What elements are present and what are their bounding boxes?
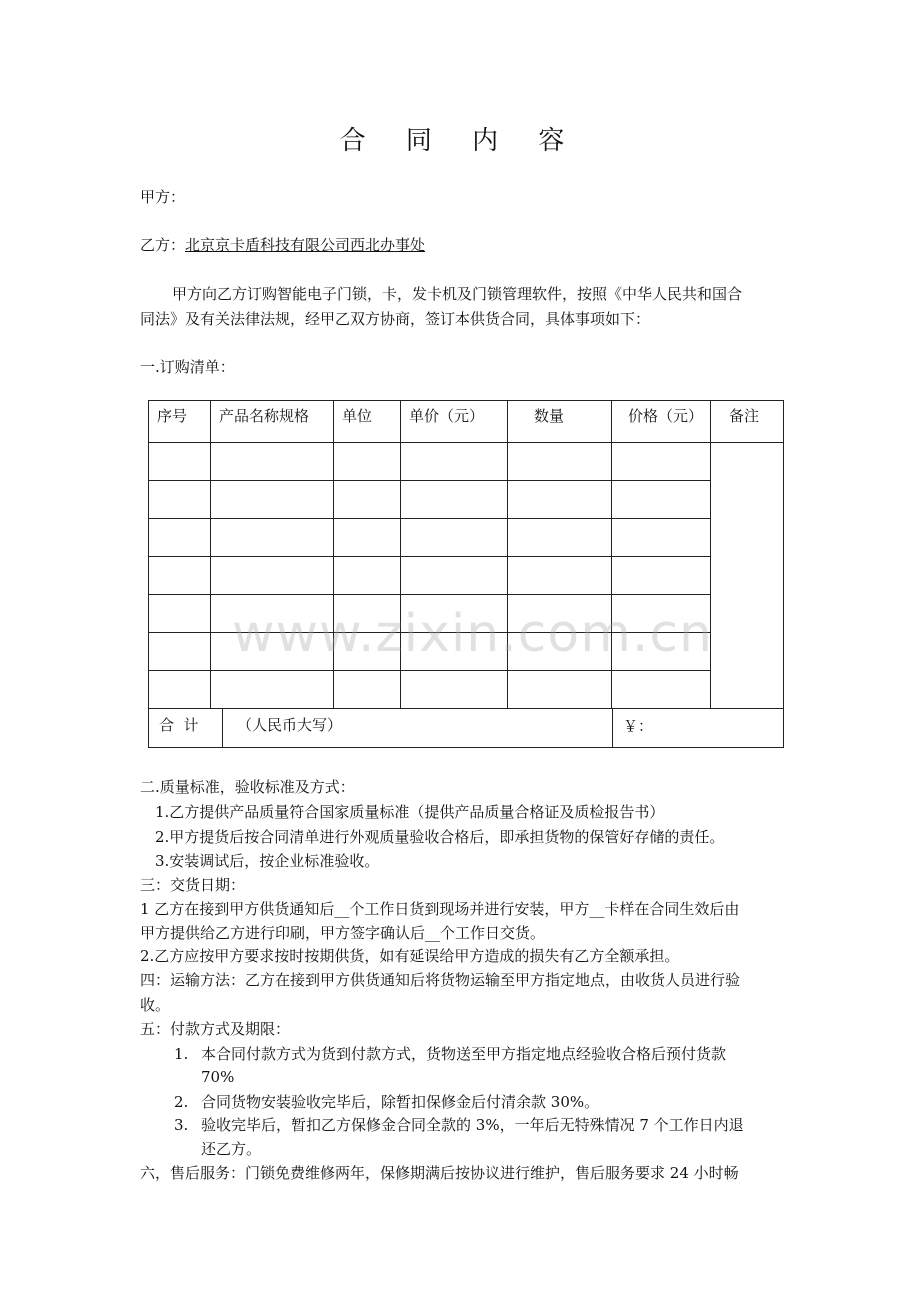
payment-item-number: 3. (174, 1116, 189, 1134)
section-2-item-3: 3.安装调试后，按企业标准验收。 (155, 852, 380, 870)
header-cell: 产品名称规格 (211, 401, 334, 443)
table-row (149, 557, 784, 595)
document-title: 合 同 内 容 (339, 126, 581, 156)
section-4-line-1: 四：运输方法：乙方在接到甲方供货通知后将货物运输至甲方指定地点，由收货人员进行验 (140, 971, 741, 989)
header-cell: 单位 (334, 401, 401, 443)
header-cell: 序号 (149, 401, 211, 443)
party-b (140, 235, 425, 255)
party-b-name: 北京京卡盾科技有限公司西北办事处 (185, 236, 426, 254)
table-total-row (149, 709, 784, 748)
table-row (149, 481, 784, 519)
section-4-line-2: 收。 (140, 996, 171, 1014)
header-cell: 数量 (508, 401, 612, 443)
intro-line-1: 甲方向乙方订购智能电子门锁，卡，发卡机及门锁管理软件，按照《中华人民共和国合 (172, 285, 743, 303)
party-b-label: 乙方： (140, 236, 186, 254)
section-2-heading: 二.质量标准，验收标准及方式： (140, 778, 355, 796)
watermark: www.zixin.com.cn (232, 604, 713, 664)
payment-item-text: 本合同付款方式为货到付款方式，货物送至甲方指定地点经验收合格后预付货款 (201, 1045, 727, 1063)
table-row (149, 519, 784, 557)
section-3-item-1b: 甲方提供给乙方进行印刷，甲方签字确认后__个工作日交货。 (140, 924, 546, 942)
total-label: 合 计 (159, 716, 199, 734)
payment-item-text: 还乙方。 (201, 1140, 262, 1158)
payment-item-text: 70% (201, 1068, 235, 1086)
remark-cell (711, 443, 784, 709)
section-3-item-2: 2.乙方应按甲方要求按时按期供货，如有延误给甲方造成的损失有乙方全额承担。 (140, 947, 680, 965)
header-cell: 单价（元） (401, 401, 508, 443)
section-2-item-1: 1.乙方提供产品质量符合国家质量标准（提供产品质量合格证及质检报告书） (155, 803, 665, 821)
header-cell: 备注 (711, 401, 784, 443)
total-rmb-label: （人民币大写） (237, 716, 343, 734)
section-6-line-1: 六，售后服务：门锁免费维修两年，保修期满后按协议进行维护，售后服务要求 24 小时畅 (140, 1164, 739, 1182)
intro-line-2: 同法》及有关法律法规，经甲乙双方协商，签订本供货合同，具体事项如下： (140, 310, 651, 328)
payment-item-text: 验收完毕后，暂扣乙方保修金合同全款的 3%，一年后无特殊情况 7 个工作日内退 (201, 1116, 744, 1134)
section-3-heading: 三：交货日期： (140, 876, 246, 894)
section-2-item-2: 2.甲方提货后按合同清单进行外观质量验收合格后，即承担货物的保管好存储的责任。 (155, 828, 725, 846)
section-5-heading: 五：付款方式及期限： (140, 1020, 291, 1038)
total-divider (222, 709, 223, 747)
table-row (149, 443, 784, 481)
section-3-item-1a: 1 乙方在接到甲方供货通知后__个工作日货到现场并进行安装，甲方__卡样在合同生效后由 (140, 900, 740, 918)
order-table (148, 400, 784, 748)
total-divider (612, 709, 613, 747)
header-cell: 价格（元） (612, 401, 711, 443)
party-a-label: 甲方： (140, 188, 186, 206)
payment-item-number: 1. (174, 1045, 189, 1063)
table-row (149, 671, 784, 709)
payment-item-text: 合同货物安装验收完毕后，除暂扣保修金后付清余款 30%。 (201, 1093, 600, 1111)
total-yen-label: ￥： (623, 717, 654, 735)
section-1-heading: 一.订购清单： (140, 358, 235, 376)
table-header-row (149, 401, 784, 443)
payment-item-number: 2. (174, 1093, 189, 1111)
